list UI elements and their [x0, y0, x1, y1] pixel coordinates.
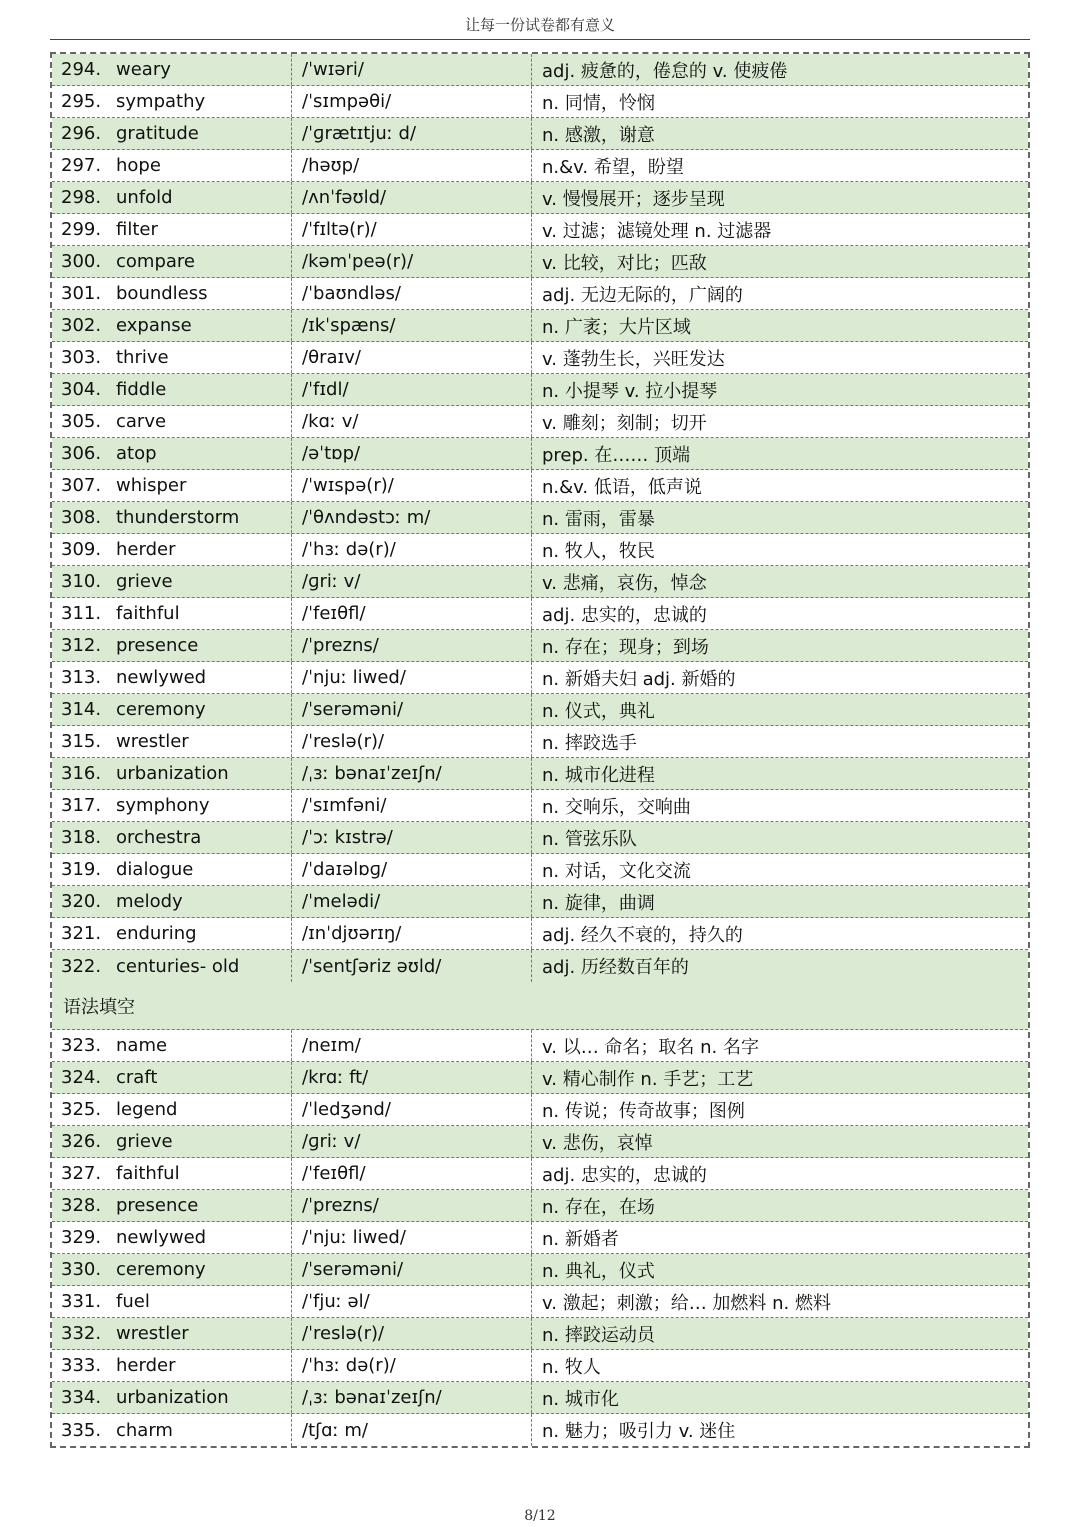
meaning-cell: n. 牧人，牧民 — [542, 540, 655, 562]
phonetic-cell: /ˈserəməni/ — [292, 694, 532, 725]
entry-number: 328. — [61, 1195, 102, 1216]
meaning-cell: n. 传说；传奇故事；图例 — [542, 1100, 745, 1122]
phonetic-cell: /ɡriː v/ — [292, 566, 532, 597]
word-cell — [52, 1254, 292, 1285]
table-row — [52, 470, 1028, 502]
table-row — [52, 150, 1028, 182]
phonetic-cell: /ˈsɪmpəθi/ — [292, 86, 532, 117]
meaning-cell: adj. 疲惫的，倦怠的 v. 使疲倦 — [542, 60, 788, 82]
meaning-cell: n. 存在；现身；到场 — [542, 636, 709, 658]
entry-number: 315. — [61, 731, 102, 752]
table-row — [52, 598, 1028, 630]
table-row — [52, 726, 1028, 758]
meaning-cell: n. 牧人 — [542, 1356, 601, 1378]
meaning-cell: adj. 无边无际的，广阔的 — [542, 284, 743, 306]
table-row — [52, 1126, 1028, 1158]
word-cell — [52, 566, 292, 597]
phonetic-cell: /ˈɔː kɪstrə/ — [292, 822, 532, 853]
meaning-cell: n. 新婚夫妇 adj. 新婚的 — [542, 668, 736, 690]
entry-word: presence — [116, 635, 199, 656]
word-cell — [52, 502, 292, 533]
meaning-cell: v. 以… 命名；取名 n. 名字 — [542, 1036, 759, 1058]
table-row — [52, 86, 1028, 118]
word-cell — [52, 758, 292, 789]
meaning-cell: v. 悲痛，哀伤，悼念 — [542, 572, 707, 594]
meaning-cell: adj. 忠实的，忠诚的 — [542, 604, 707, 626]
word-cell — [52, 246, 292, 277]
entry-word: thunderstorm — [116, 507, 240, 528]
phonetic-cell: /ˈwɪəri/ — [292, 54, 532, 85]
vocabulary-table — [50, 52, 1030, 1448]
entry-word: sympathy — [116, 91, 206, 112]
word-cell — [52, 1286, 292, 1317]
phonetic-cell: /ɡriː v/ — [292, 1126, 532, 1157]
meaning-cell: v. 激起；刺激；给… 加燃料 n. 燃料 — [542, 1292, 831, 1314]
entry-word: thrive — [116, 347, 169, 368]
word-cell — [52, 1382, 292, 1413]
table-row — [52, 246, 1028, 278]
entry-number: 294. — [61, 59, 102, 80]
entry-word: whisper — [116, 475, 187, 496]
phonetic-cell: /ɪkˈspæns/ — [292, 310, 532, 341]
phonetic-cell: /θraɪv/ — [292, 342, 532, 373]
phonetic-cell: /ˈhɜː də(r)/ — [292, 1350, 532, 1381]
table-row — [52, 534, 1028, 566]
table-row — [52, 566, 1028, 598]
word-cell — [52, 182, 292, 213]
entry-word: presence — [116, 1195, 199, 1216]
meaning-cell: n. 广袤；大片区域 — [542, 316, 691, 338]
entry-number: 296. — [61, 123, 102, 144]
meaning-cell: n. 交响乐，交响曲 — [542, 796, 691, 818]
entry-word: enduring — [116, 923, 197, 944]
entry-number: 332. — [61, 1323, 102, 1344]
table-row — [52, 502, 1028, 534]
phonetic-cell: /ˈnjuː liwed/ — [292, 1222, 532, 1253]
word-cell — [52, 598, 292, 629]
entry-number: 300. — [61, 251, 102, 272]
meaning-cell: v. 蓬勃生长，兴旺发达 — [542, 348, 725, 370]
table-row — [52, 822, 1028, 854]
word-cell — [52, 150, 292, 181]
table-row — [52, 950, 1028, 982]
entry-word: craft — [116, 1067, 158, 1088]
meaning-cell: v. 慢慢展开；逐步呈现 — [542, 188, 725, 210]
meaning-cell: n. 旋律，曲调 — [542, 892, 655, 914]
entry-word: orchestra — [116, 827, 202, 848]
entry-word: melody — [116, 891, 183, 912]
phonetic-cell: /ˈreslə(r)/ — [292, 1318, 532, 1349]
entry-number: 305. — [61, 411, 102, 432]
header-divider — [50, 39, 1030, 40]
phonetic-cell: /tʃɑː m/ — [292, 1414, 532, 1446]
entry-number: 295. — [61, 91, 102, 112]
word-cell — [52, 950, 292, 982]
meaning-cell: n.&v. 希望，盼望 — [542, 156, 684, 178]
entry-word: hope — [116, 155, 161, 176]
entry-number: 317. — [61, 795, 102, 816]
table-row — [52, 854, 1028, 886]
entry-number: 323. — [61, 1035, 102, 1056]
table-row — [52, 1158, 1028, 1190]
table-row — [52, 694, 1028, 726]
entry-number: 314. — [61, 699, 102, 720]
word-cell — [52, 534, 292, 565]
word-cell — [52, 1158, 292, 1189]
meaning-cell: n. 新婚者 — [542, 1228, 619, 1250]
phonetic-cell: /ˈfɪltə(r)/ — [292, 214, 532, 245]
meaning-cell: n. 摔跤运动员 — [542, 1324, 655, 1346]
phonetic-cell: /ˈfeɪθfl/ — [292, 598, 532, 629]
entry-word: dialogue — [116, 859, 194, 880]
table-row — [52, 662, 1028, 694]
table-row — [52, 1318, 1028, 1350]
word-cell — [52, 790, 292, 821]
meaning-cell: v. 精心制作 n. 手艺；工艺 — [542, 1068, 754, 1090]
meaning-cell: n. 对话，文化交流 — [542, 860, 691, 882]
entry-word: herder — [116, 539, 176, 560]
phonetic-cell: /kəmˈpeə(r)/ — [292, 246, 532, 277]
entry-word: fuel — [116, 1291, 150, 1312]
meaning-cell: n. 魅力；吸引力 v. 迷住 — [542, 1421, 736, 1442]
phonetic-cell: /ˈfɪdl/ — [292, 374, 532, 405]
entry-number: 330. — [61, 1259, 102, 1280]
meaning-cell: n. 小提琴 v. 拉小提琴 — [542, 380, 718, 402]
word-cell — [52, 1350, 292, 1381]
entry-word: ceremony — [116, 699, 206, 720]
meaning-cell: n. 摔跤选手 — [542, 732, 637, 754]
entry-number: 322. — [61, 955, 102, 977]
word-cell — [52, 86, 292, 117]
phonetic-cell: /ˈfeɪθfl/ — [292, 1158, 532, 1189]
entry-number: 313. — [61, 667, 102, 688]
table-row — [52, 1062, 1028, 1094]
entry-number: 297. — [61, 155, 102, 176]
word-cell — [52, 1414, 292, 1446]
entry-number: 306. — [61, 443, 102, 464]
word-cell — [52, 1030, 292, 1061]
word-cell — [52, 726, 292, 757]
meaning-cell: n. 典礼，仪式 — [542, 1260, 655, 1282]
entry-word: boundless — [116, 283, 208, 304]
phonetic-cell: /əˈtɒp/ — [292, 438, 532, 469]
word-cell — [52, 278, 292, 309]
entry-word: centuries- old — [116, 955, 240, 977]
entry-word: grieve — [116, 1131, 173, 1152]
entry-word: wrestler — [116, 1323, 189, 1344]
entry-number: 319. — [61, 859, 102, 880]
entry-word: urbanization — [116, 763, 229, 784]
phonetic-cell: /ˌɜː bənaɪˈzeɪʃn/ — [292, 758, 532, 789]
meaning-cell: v. 比较，对比；匹敌 — [542, 252, 707, 274]
meaning-cell: n. 城市化进程 — [542, 764, 655, 786]
phonetic-cell: /ˈprezns/ — [292, 630, 532, 661]
meaning-cell: n. 感激，谢意 — [542, 124, 655, 146]
entry-number: 311. — [61, 603, 102, 624]
entry-word: wrestler — [116, 731, 189, 752]
entry-number: 312. — [61, 635, 102, 656]
entry-number: 320. — [61, 891, 102, 912]
meaning-cell: n. 仪式，典礼 — [542, 700, 655, 722]
meaning-cell: n. 管弦乐队 — [542, 828, 637, 850]
entry-number: 308. — [61, 507, 102, 528]
word-cell — [52, 310, 292, 341]
table-row — [52, 342, 1028, 374]
entry-number: 316. — [61, 763, 102, 784]
entry-word: name — [116, 1035, 168, 1056]
entry-word: fiddle — [116, 379, 167, 400]
entry-number: 326. — [61, 1131, 102, 1152]
meaning-cell: n.&v. 低语，低声说 — [542, 476, 702, 498]
entry-word: newlywed — [116, 667, 207, 688]
entry-word: gratitude — [116, 123, 199, 144]
entry-number: 309. — [61, 539, 102, 560]
entry-word: faithful — [116, 603, 180, 624]
table-row — [52, 758, 1028, 790]
entry-word: grieve — [116, 571, 173, 592]
entry-number: 307. — [61, 475, 102, 496]
table-row — [52, 406, 1028, 438]
entry-word: herder — [116, 1355, 176, 1376]
phonetic-cell: /ˈreslə(r)/ — [292, 726, 532, 757]
word-cell — [52, 118, 292, 149]
word-cell — [52, 342, 292, 373]
word-cell — [52, 438, 292, 469]
table-row — [52, 1414, 1028, 1446]
entry-number: 318. — [61, 827, 102, 848]
entry-number: 335. — [61, 1419, 102, 1441]
table-row — [52, 1030, 1028, 1062]
table-row — [52, 1254, 1028, 1286]
page-number: 8/12 — [524, 1508, 556, 1524]
phonetic-cell: /ɪnˈdjʊərɪŋ/ — [292, 918, 532, 949]
table-row — [52, 1094, 1028, 1126]
word-cell — [52, 1094, 292, 1125]
word-cell — [52, 1062, 292, 1093]
entry-number: 302. — [61, 315, 102, 336]
table-row — [52, 374, 1028, 406]
table-row — [52, 1190, 1028, 1222]
table-row — [52, 278, 1028, 310]
meaning-cell: v. 悲伤，哀悼 — [542, 1132, 653, 1154]
entry-number: 303. — [61, 347, 102, 368]
table-row — [52, 1382, 1028, 1414]
table-row — [52, 630, 1028, 662]
word-cell — [52, 54, 292, 85]
entry-word: ceremony — [116, 1259, 206, 1280]
table-row — [52, 1222, 1028, 1254]
word-cell — [52, 214, 292, 245]
meaning-cell: n. 雷雨，雷暴 — [542, 508, 655, 530]
word-cell — [52, 662, 292, 693]
phonetic-cell: /krɑː ft/ — [292, 1062, 532, 1093]
entry-number: 310. — [61, 571, 102, 592]
meaning-cell: prep. 在…… 顶端 — [542, 444, 691, 466]
vocabulary-group-1 — [52, 54, 1028, 982]
word-cell — [52, 918, 292, 949]
entry-number: 331. — [61, 1291, 102, 1312]
phonetic-cell: /ˈɡrætɪtjuː d/ — [292, 118, 532, 149]
entry-number: 304. — [61, 379, 102, 400]
entry-word: charm — [116, 1419, 173, 1441]
word-cell — [52, 406, 292, 437]
phonetic-cell: /ʌnˈfəʊld/ — [292, 182, 532, 213]
table-row — [52, 918, 1028, 950]
table-row — [52, 790, 1028, 822]
phonetic-cell: /ˈnjuː liwed/ — [292, 662, 532, 693]
meaning-cell: n. 城市化 — [542, 1388, 619, 1410]
word-cell — [52, 1190, 292, 1221]
word-cell — [52, 1126, 292, 1157]
phonetic-cell: /ˈledʒənd/ — [292, 1094, 532, 1125]
meaning-cell: adj. 经久不衰的，持久的 — [542, 924, 743, 946]
entry-number: 321. — [61, 923, 102, 944]
table-row — [52, 54, 1028, 86]
entry-number: 325. — [61, 1099, 102, 1120]
entry-number: 329. — [61, 1227, 102, 1248]
entry-word: atop — [116, 443, 157, 464]
phonetic-cell: /ˈhɜː də(r)/ — [292, 534, 532, 565]
entry-word: expanse — [116, 315, 192, 336]
entry-word: symphony — [116, 795, 210, 816]
section-heading: 语法填空 — [52, 982, 1028, 1030]
table-row — [52, 1286, 1028, 1318]
phonetic-cell: /ˈsɪmfəni/ — [292, 790, 532, 821]
table-row — [52, 1350, 1028, 1382]
entry-number: 327. — [61, 1163, 102, 1184]
word-cell — [52, 1222, 292, 1253]
table-row — [52, 438, 1028, 470]
phonetic-cell: /həʊp/ — [292, 150, 532, 181]
phonetic-cell: /ˈserəməni/ — [292, 1254, 532, 1285]
phonetic-cell: /kɑː v/ — [292, 406, 532, 437]
table-row — [52, 182, 1028, 214]
entry-number: 324. — [61, 1067, 102, 1088]
word-cell — [52, 470, 292, 501]
table-row — [52, 214, 1028, 246]
vocabulary-group-2 — [52, 1030, 1028, 1446]
word-cell — [52, 630, 292, 661]
entry-word: legend — [116, 1099, 178, 1120]
entry-word: compare — [116, 251, 195, 272]
word-cell — [52, 854, 292, 885]
phonetic-cell: /ˈbaʊndləs/ — [292, 278, 532, 309]
meaning-cell: n. 存在，在场 — [542, 1196, 655, 1218]
entry-number: 298. — [61, 187, 102, 208]
meaning-cell: v. 过滤；滤镜处理 n. 过滤器 — [542, 220, 772, 242]
page-header: 让每一份试卷都有意义 — [464, 16, 615, 34]
entry-number: 301. — [61, 283, 102, 304]
word-cell — [52, 822, 292, 853]
entry-word: newlywed — [116, 1227, 207, 1248]
phonetic-cell: /ˈsentʃəriz əʊld/ — [292, 950, 532, 982]
word-cell — [52, 374, 292, 405]
entry-word: unfold — [116, 187, 173, 208]
meaning-cell: adj. 忠实的，忠诚的 — [542, 1164, 707, 1186]
meaning-cell: adj. 历经数百年的 — [542, 957, 689, 978]
entry-number: 299. — [61, 219, 102, 240]
phonetic-cell: /ˈdaɪəlɒɡ/ — [292, 854, 532, 885]
phonetic-cell: /ˈmelədi/ — [292, 886, 532, 917]
entry-number: 333. — [61, 1355, 102, 1376]
entry-word: carve — [116, 411, 167, 432]
table-row — [52, 118, 1028, 150]
entry-word: filter — [116, 219, 158, 240]
phonetic-cell: /ˌɜː bənaɪˈzeɪʃn/ — [292, 1382, 532, 1413]
phonetic-cell: /neɪm/ — [292, 1030, 532, 1061]
word-cell — [52, 886, 292, 917]
meaning-cell: v. 雕刻；刻制；切开 — [542, 412, 707, 434]
table-row — [52, 886, 1028, 918]
phonetic-cell: /ˈprezns/ — [292, 1190, 532, 1221]
entry-word: faithful — [116, 1163, 180, 1184]
entry-word: weary — [116, 59, 171, 80]
phonetic-cell: /ˈwɪspə(r)/ — [292, 470, 532, 501]
entry-word: urbanization — [116, 1387, 229, 1408]
phonetic-cell: /ˈθʌndəstɔː m/ — [292, 502, 532, 533]
table-row — [52, 310, 1028, 342]
meaning-cell: n. 同情，怜悯 — [542, 92, 655, 114]
entry-number: 334. — [61, 1387, 102, 1408]
word-cell — [52, 1318, 292, 1349]
phonetic-cell: /ˈfjuː əl/ — [292, 1286, 532, 1317]
word-cell — [52, 694, 292, 725]
